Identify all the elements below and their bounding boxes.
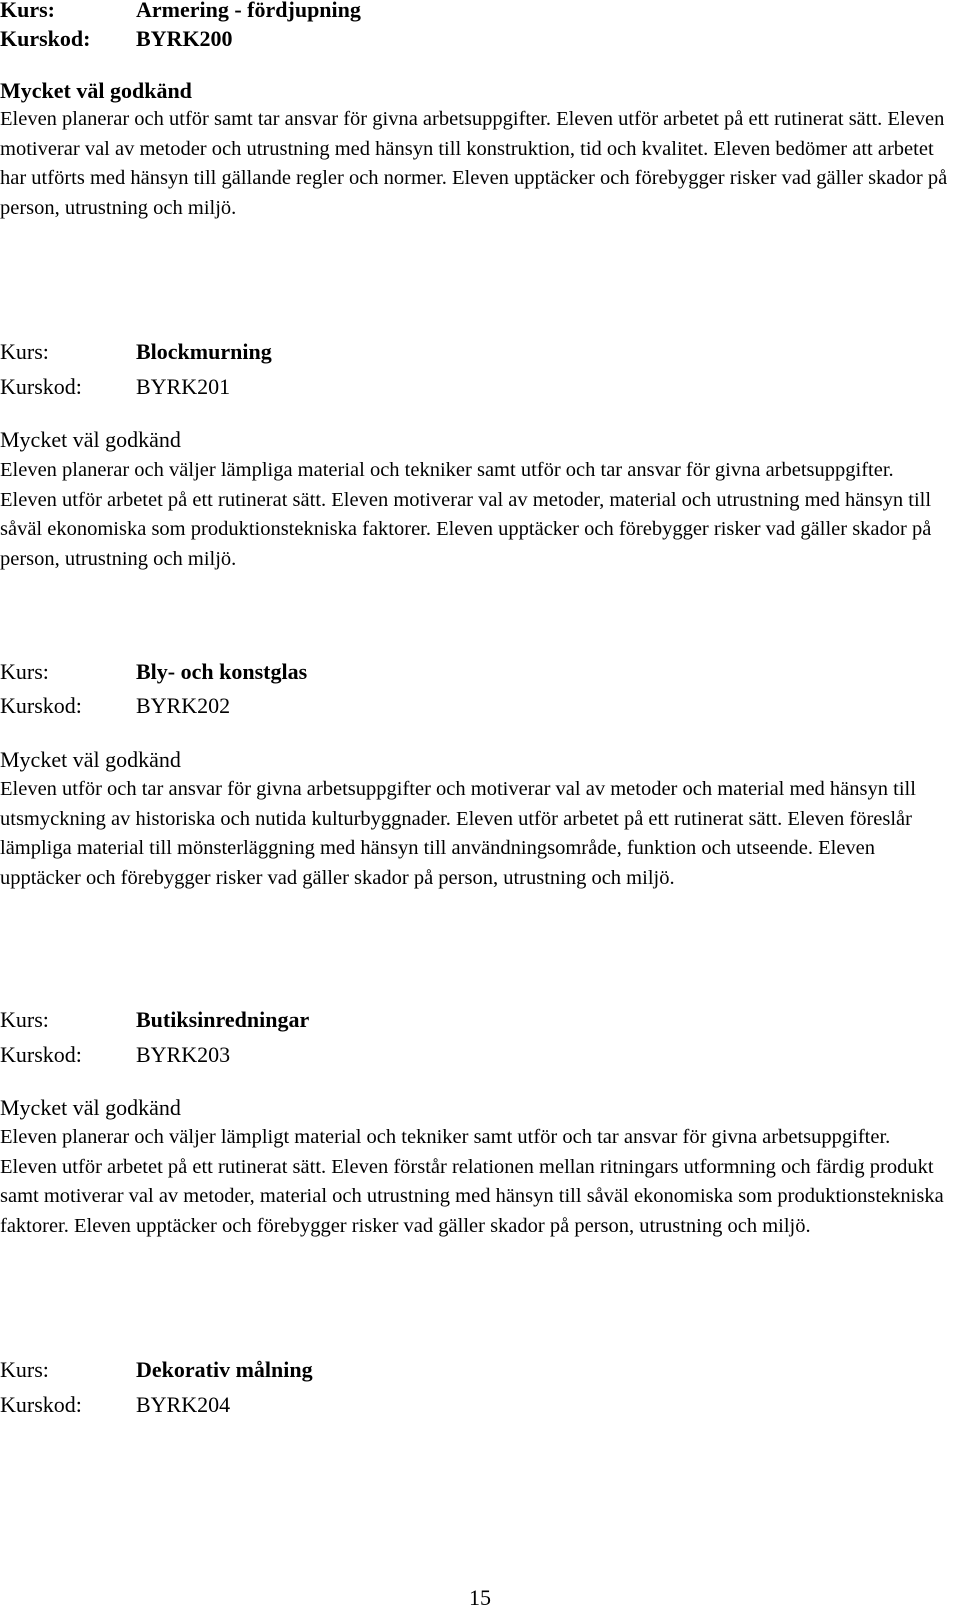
page-number: 15 bbox=[469, 1585, 491, 1610]
course-3-grade: Mycket väl godkänd bbox=[0, 747, 181, 772]
course-2-description: Eleven planerar och väljer lämpliga material och tekniker samt utför och tar ansvar för givna arbetsuppgifter. Eleven utför arbetet på ett rutinerat sätt. Eleven motiverar val av metoder, material och utrustning med hänsyn till såväl ekonomiska som produktionstekniska faktorer. Eleven upptäcker och förebygger risker vad gäller skador på person, utrustning och miljö. bbox=[0, 459, 932, 570]
course-name: Dekorativ målning bbox=[136, 1357, 313, 1382]
kurskod-label: Kurskod: bbox=[0, 26, 91, 51]
course-4-grade: Mycket väl godkänd bbox=[0, 1095, 181, 1120]
course-3-code-row bbox=[0, 693, 230, 719]
course-code: BYRK201 bbox=[136, 374, 231, 399]
course-5-name-row bbox=[0, 1357, 313, 1383]
kurskod-label: Kurskod: bbox=[0, 374, 82, 399]
course-code: BYRK202 bbox=[136, 693, 231, 718]
course-name: Blockmurning bbox=[136, 339, 272, 364]
course-2-grade: Mycket väl godkänd bbox=[0, 427, 181, 452]
kurskod-label: Kurskod: bbox=[0, 693, 82, 718]
course-2-code-row bbox=[0, 374, 230, 400]
course-1-grade: Mycket väl godkänd bbox=[0, 78, 192, 103]
course-3-description: Eleven utför och tar ansvar för givna arbetsuppgifter och motiverar val av metoder och material med hänsyn till utsmyckning av historiska och nutida kulturbyggnader. Eleven utför arbetet på ett rutinerat sätt. Eleven föreslår lämpliga material till mönsterläggning med hänsyn till användningsområde, funktion och utseende. Eleven upptäcker och förebygger risker vad gäller skador på person, utrustning och miljö. bbox=[0, 778, 916, 889]
kurs-label: Kurs: bbox=[0, 1007, 49, 1032]
course-name: Butiksinredningar bbox=[136, 1007, 310, 1032]
course-code: BYRK200 bbox=[136, 26, 233, 51]
course-4-description: Eleven planerar och väljer lämpligt material och tekniker samt utför och tar ansvar för givna arbetsuppgifter. Eleven utför arbetet på ett rutinerat sätt. Eleven förstår relationen mellan ritningars utformning och färdig produkt samt motiverar val av metoder, material och utrustning med hänsyn till såväl ekonomiska som produktionstekniska faktorer. Eleven upptäcker och förebygger risker vad gäller skador på person, utrustning och miljö. bbox=[0, 1126, 944, 1237]
course-code: BYRK203 bbox=[136, 1042, 231, 1067]
course-2-name-row bbox=[0, 339, 272, 365]
course-4-name-row bbox=[0, 1007, 309, 1033]
course-name: Bly- och konstglas bbox=[136, 659, 308, 684]
kurskod-label: Kurskod: bbox=[0, 1042, 82, 1067]
course-3-name-row bbox=[0, 659, 307, 685]
kurs-label: Kurs: bbox=[0, 659, 49, 684]
course-name: Armering - fördjupning bbox=[136, 0, 361, 22]
kurskod-label: Kurskod: bbox=[0, 1392, 82, 1417]
course-4-code-row bbox=[0, 1042, 230, 1068]
kurs-label: Kurs: bbox=[0, 1357, 49, 1382]
course-5-code-row bbox=[0, 1392, 230, 1418]
course-1-name-row bbox=[0, 0, 361, 23]
kurs-label: Kurs: bbox=[0, 339, 49, 364]
course-code: BYRK204 bbox=[136, 1392, 231, 1417]
kurs-label: Kurs: bbox=[0, 0, 55, 22]
course-1-code-row bbox=[0, 26, 233, 52]
course-1-description: Eleven planerar och utför samt tar ansvar för givna arbetsuppgifter. Eleven utför arbetet på ett rutinerat sätt. Eleven motiverar val av metoder och utrustning med hänsyn till konstruktion, tid och kvalitet. Eleven bedömer att arbetet har utförts med hänsyn till gällande regler och normer. Eleven upptäcker och förebygger risker vad gäller skador på person, utrustning och miljö. bbox=[0, 108, 948, 219]
